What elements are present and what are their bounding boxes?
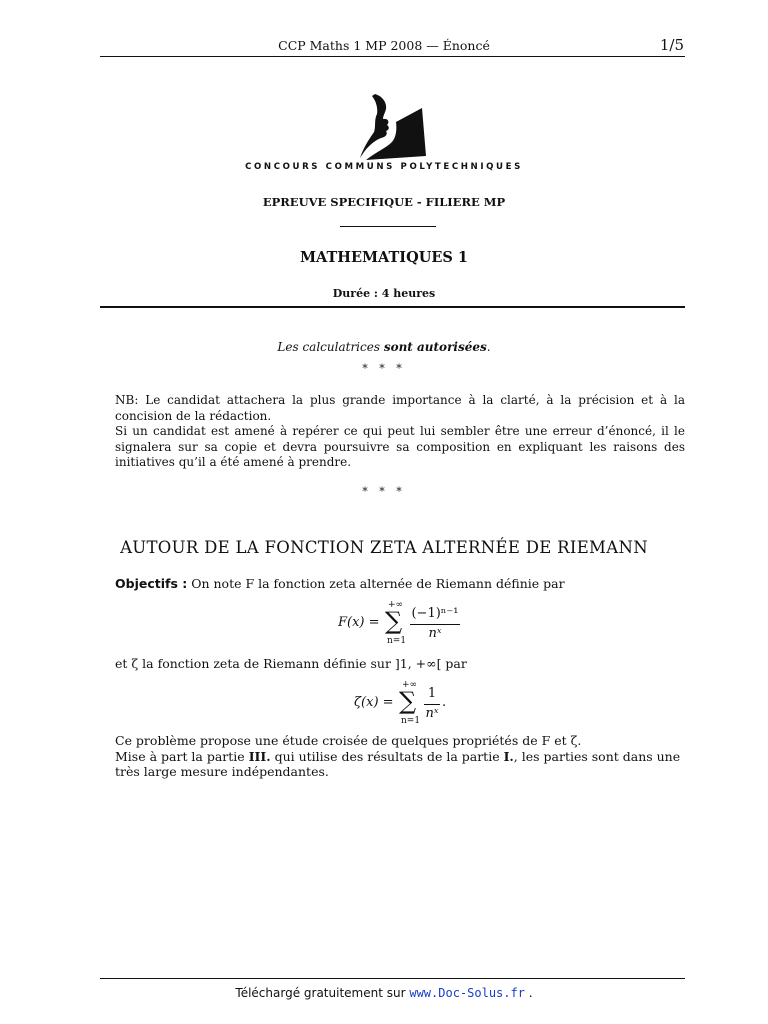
stars-separator-2: * * * [362,485,406,498]
part-ref-I: I. [503,748,514,764]
formula-zeta-lhs: ζ(x) = [354,695,394,710]
conclusion-paragraph [115,733,685,780]
duration-label: Durée : 4 heures [332,287,436,300]
formula-zeta-end: . [442,695,447,710]
conclusion-text-e: , les parties sont dans une très large mesure indépendantes. [115,748,681,779]
running-title: CCP Maths 1 MP 2008 — Énoncé [278,38,490,53]
objectifs-paragraph [115,576,685,591]
conclusion-line-2 [115,749,685,780]
calc-suffix: . [486,340,491,354]
objectifs-text: On note F la fonction zeta alternée de Riemann définie par [187,576,565,591]
formula-zeta-sum-sign: ∑ [399,687,417,715]
footer-rule [100,978,685,979]
footer [0,986,768,1000]
nb-paragraph [115,393,685,471]
concours-logo-icon [356,92,432,162]
header-rule [100,56,685,57]
conclusion-line-1: Ce problème propose une étude croisée de quelques propriétés de F et ζ. [115,733,582,748]
formula-F-numerator: (−1)ⁿ⁻¹ [411,606,459,621]
epreuve-divider [340,226,436,227]
calc-bold: sont autorisées [383,340,487,354]
formula-zeta-sum-top: +∞ [402,680,418,690]
footer-end: . [524,986,533,1000]
epreuve-label: EPREUVE SPECIFIQUE - FILIERE MP [262,195,506,209]
calculator-notice [0,340,768,354]
conclusion-text-a: Mise à part la partie [115,748,249,764]
formula-zeta-fraction-bar [424,704,440,705]
formula-zeta-denominator: nˣ [425,706,439,721]
problem-title: AUTOUR DE LA FONCTION ZETA ALTERNÉE DE RIEMANN [120,538,648,557]
subject-title: MATHEMATIQUES 1 [299,249,469,266]
nb-line-2: Si un candidat est amené à repérer ce qui peut lui sembler être une erreur d’énoncé, il le signalera sur sa copie et devra poursuivre sa composition en expliquant les raisons des initiatives qu’il a été amené à prendre. [115,424,685,469]
footer-link[interactable]: www.Doc-Solus.fr [409,986,525,1000]
footer-text: Téléchargé gratuitement sur [235,986,410,1000]
formula-F-fraction-bar [410,624,460,625]
stars-separator-1: * * * [362,362,406,375]
cover-bottom-rule [100,306,685,308]
calc-prefix: Les calculatrices [277,340,384,354]
conclusion-text-c: qui utilise des résultats de la partie [270,748,504,764]
formula-F-sum-top: +∞ [388,600,404,610]
part-ref-III: III. [248,748,271,764]
formula-zeta [354,680,464,728]
formula-F-denominator: nˣ [428,626,442,641]
formula-F-lhs: F(x) = [338,615,380,630]
page-number: 1/5 [659,36,684,54]
formula-F-sum-sign: ∑ [385,607,403,635]
formula-zeta-numerator: 1 [427,686,437,701]
objectifs-label: Objectifs : [115,576,188,591]
concours-name: CONCOURS COMMUNS POLYTECHNIQUES [245,162,523,172]
formula-F [338,600,478,648]
zeta-definition-text: et ζ la fonction zeta de Riemann définie sur ]1, +∞[ par [115,656,467,671]
formula-F-sum-bottom: n=1 [387,636,407,646]
formula-zeta-sum-bottom: n=1 [401,716,421,726]
nb-line-1: NB: Le candidat attachera la plus grande importance à la clarté, à la précision et à la concision de la rédaction. [115,393,685,423]
